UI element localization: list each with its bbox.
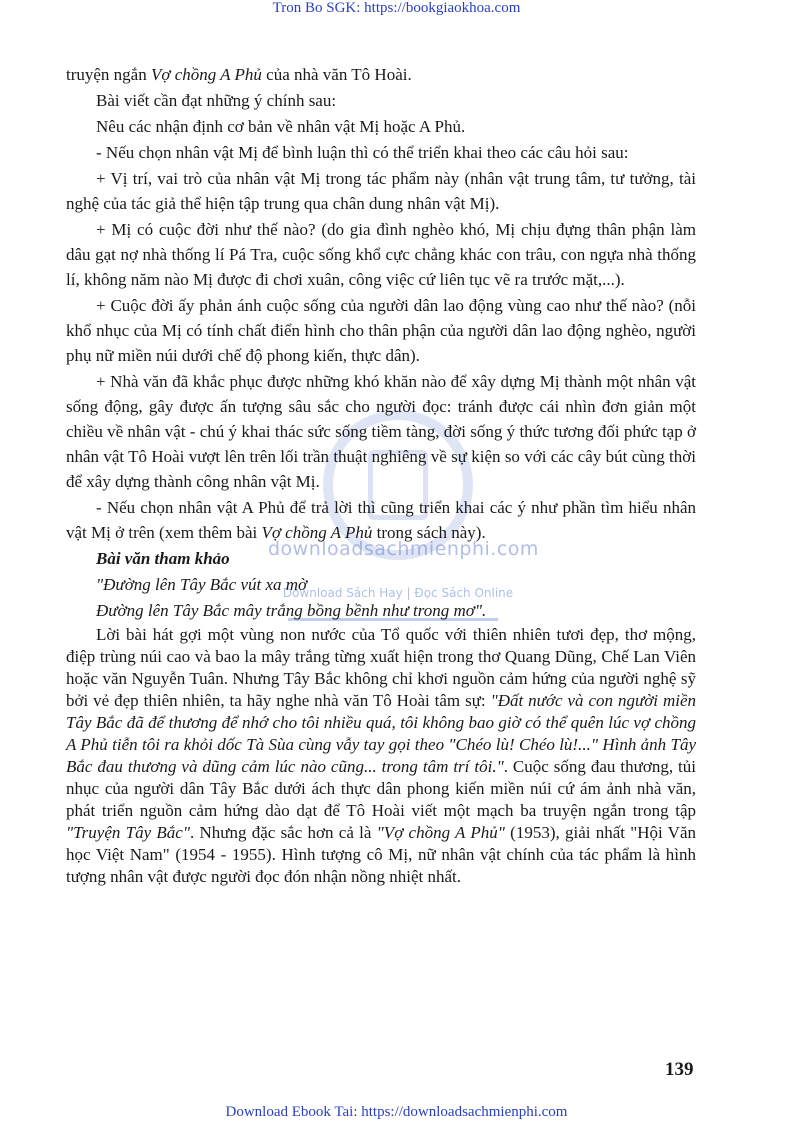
paragraph-mi-option: - Nếu chọn nhân vật Mị để bình luận thì có thể triển khai theo các câu hỏi sau: bbox=[96, 143, 629, 162]
poem-line-2: Đường lên Tây Bắc mây trắng bồng bềnh như trong mơ". bbox=[96, 601, 487, 620]
paragraph-essay: Lời bài hát gợi một vùng non nước của Tổ quốc với thiên nhiên tươi đẹp, thơ mộng, điệp trùng núi cao và bao la mây trắng từng xuất hiện trong thơ Quang Dũng, Chế Lan Viên hoặc văn Nguyễn Tuân. Nhưng Tây Bắc không chỉ khơi nguồn cảm hứng của người nghệ sỹ bởi vẻ đẹp thiên nhiên, ta hãy nghe nhà văn Tô Hoài tâm sự: "Đất nước và con người miền Tây Bắc đã để thương để nhớ cho tôi nhiều quá, tôi không bao giờ có thể quên lúc vợ chồng A Phủ tiễn tôi ra khỏi dốc Tà Sùa cùng vẫy tay gọi theo "Chéo lù! Chéo lù!..." Hình ảnh Tây Bắc đau thương và dũng cảm lúc nào cũng... trong tâm trí tôi.". Cuộc sống đau thương, tủi nhục của người dân Tây Bắc dưới ách thực dân phong kiến miền núi cứ ám ảnh nhà văn, phát triển nguồn cảm hứng dào dạt để Tô Hoài viết một mạch ba truyện ngắn trong tập "Truyện Tây Bắc". Nhưng đặc sắc hơn cả là "Vợ chồng A Phủ" (1953), giải nhất "Hội Văn học Việt Nam" (1954 - 1955). Hình tượng cô Mị, nữ nhân vật chính của tác phẩm là hình tượng nhân vật được người đọc đón nhận nồng nhiệt nhất. bbox=[66, 625, 697, 886]
footer-download-link[interactable]: Download Ebook Tai: https://downloadsachmienphi.com bbox=[225, 1104, 568, 1120]
paragraph-reflection: + Cuộc đời ấy phản ánh cuộc sống của người dân lao động vùng cao như thế nào? (nỗi khổ nhục của Mị có tính chất điển hình cho thân phận của người dân lao động nghèo, người phụ nữ miền núi dưới chế độ phong kiến, thực dân). bbox=[66, 296, 696, 365]
paragraph-intro: truyện ngắn Vợ chồng A Phủ của nhà văn Tô Hoài. bbox=[66, 65, 412, 84]
paragraph-requirements: Bài viết cần đạt những ý chính sau: bbox=[96, 91, 337, 110]
section-title: Bài văn tham khảo bbox=[96, 549, 230, 568]
paragraph-role: + Vị trí, vai trò của nhân vật Mị trong tác phẩm này (nhân vật trung tâm, tư tưởng, tài nghệ của tác giả thể hiện tập trung qua chân dung nhân vật Mị). bbox=[66, 169, 696, 213]
watermark-tagline: Download Sách Hay | Đọc Sách Online bbox=[282, 586, 514, 600]
paragraph-main-point: Nêu các nhận định cơ bản về nhân vật Mị hoặc A Phủ. bbox=[96, 117, 466, 136]
poem-line-1: "Đường lên Tây Bắc vút xa mờ bbox=[96, 575, 308, 594]
page-body bbox=[66, 62, 696, 889]
paragraph-life: + Mị có cuộc đời như thế nào? (do gia đình nghèo khó, Mị chịu đựng thân phận làm dâu gạt nợ nhà thống lí Pá Tra, cuộc sống khổ cực chẳng khác con trâu, con ngựa nhà thống lí, không năm nào Mị được đi chơi xuân, công việc cứ liên tục vẽ ra trước mặt,...). bbox=[66, 220, 696, 289]
watermark-site-text: downloadsachmienphi.com bbox=[268, 538, 539, 560]
paragraph-technique: + Nhà văn đã khắc phục được những khó khăn nào để xây dựng Mị thành một nhân vật sống động, gây được ấn tượng sâu sắc cho người đọc: tránh được cái nhìn đơn giản một chiều về nhân vật - chú ý khai thác sức sống tiềm tàng, đời sống ý thức tương đối phức tạp ở nhân vật Tô Hoài vượt lên trên lối trần thuật nghiêng về sự kiện so với các cây bút cùng thời để xây dựng thành công nhân vật Mị. bbox=[66, 372, 696, 491]
page-number: 139 bbox=[665, 1059, 694, 1080]
paragraph-aphu-option: - Nếu chọn nhân vật A Phủ để trả lời thì cũng triển khai các ý như phần tìm hiểu nhân vật Mị ở trên (xem thêm bài Vợ chồng A Phủ trong sách này). bbox=[66, 498, 696, 542]
header-source-link[interactable]: Tron Bo SGK: https://bookgiaokhoa.com bbox=[272, 0, 521, 16]
